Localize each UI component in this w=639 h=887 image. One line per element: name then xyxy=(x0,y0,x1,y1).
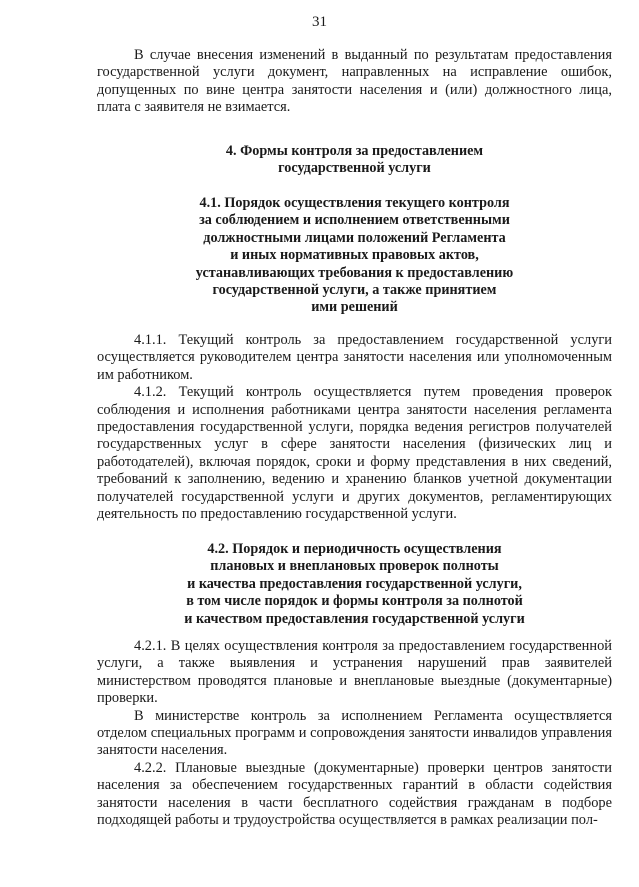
heading-line: 4. Формы контроля за предоставлением xyxy=(225,143,484,159)
heading-line: устанавливающих требования к предоставлению xyxy=(195,264,514,281)
heading-line: плановых и внеплановых проверок полноты xyxy=(210,558,499,575)
paragraph-4-2-1: 4.2.1. В целях осуществления контроля за предоставлением государственной услуги, а также выявления и устранения нарушений прав заявителей министерством проводятся плановые и внеплановые выездные (документарные) проверки. xyxy=(97,638,612,707)
paragraph-4-2-2: 4.2.2. Плановые выездные (документарные) проверки центров занятости населения за обеспечением государственных гарантий в области содействия занятости населения в части бесплатного содействия гражданам в подборе подходящей работы и трудоустройства осуществляется в рамках реализации пол- xyxy=(97,759,612,829)
paragraph-4-2-1-note: В министерстве контроль за исполнением Регламента осуществляется отделом специальных программ и сопровождения занятости инвалидов управления занятости населения. xyxy=(97,707,612,759)
paragraph-4-1-2: 4.1.2. Текущий контроль осуществляется путем проведения проверок соблюдения и исполнения работниками центра занятости населения регламента предоставления государственной услуги, порядка ведения регистров получателей государственных услуг в сфере занятости населения (физических лиц и работодателей), включая порядок, сроки и форму представления в них сведений, требований к заполнению, ведению и хранению бланков учетной документации получателей государственной услуги и других документов, регламентирующих деятельность по предоставлению государственной услуги. xyxy=(97,384,612,523)
section-4-1-heading xyxy=(97,195,612,317)
section-4-1-body xyxy=(97,332,612,523)
heading-line: в том числе порядок и формы контроля за полнотой xyxy=(186,593,523,610)
heading-line: и качества предоставления государственной услуги, xyxy=(187,575,522,592)
heading-line: и иных нормативных правовых актов, xyxy=(230,247,479,264)
section-4-2-heading xyxy=(97,541,612,628)
heading-line: государственной услуги xyxy=(278,160,431,177)
heading-line: и качеством предоставления государственной услуги xyxy=(184,610,525,627)
page-number: 31 xyxy=(312,14,327,30)
heading-line: за соблюдением и исполнением ответственными xyxy=(199,212,510,229)
heading-line: 4.1. Порядок осуществления текущего контроля xyxy=(199,195,510,211)
paragraph-4-1-1: 4.1.1. Текущий контроль за предоставлением государственной услуги осуществляется руководителем центра занятости населения или уполномоченным им работником. xyxy=(97,332,612,383)
heading-line: ими решений xyxy=(311,299,398,316)
intro-paragraph: В случае внесения изменений в выданный по результатам предоставления государственной услуги документ, направленных на исправление ошибок, допущенных по вине центра занятости населения и (или) должностного лица, плата с заявителя не взимается. xyxy=(97,47,612,116)
section-4-2-body xyxy=(97,638,612,829)
section-4-heading xyxy=(97,143,612,178)
heading-line: государственной услуги, а также принятием xyxy=(212,282,497,299)
heading-line: 4.2. Порядок и периодичность осуществления xyxy=(207,541,502,557)
intro-text xyxy=(97,47,612,117)
heading-line: должностными лицами положений Регламента xyxy=(203,229,506,246)
